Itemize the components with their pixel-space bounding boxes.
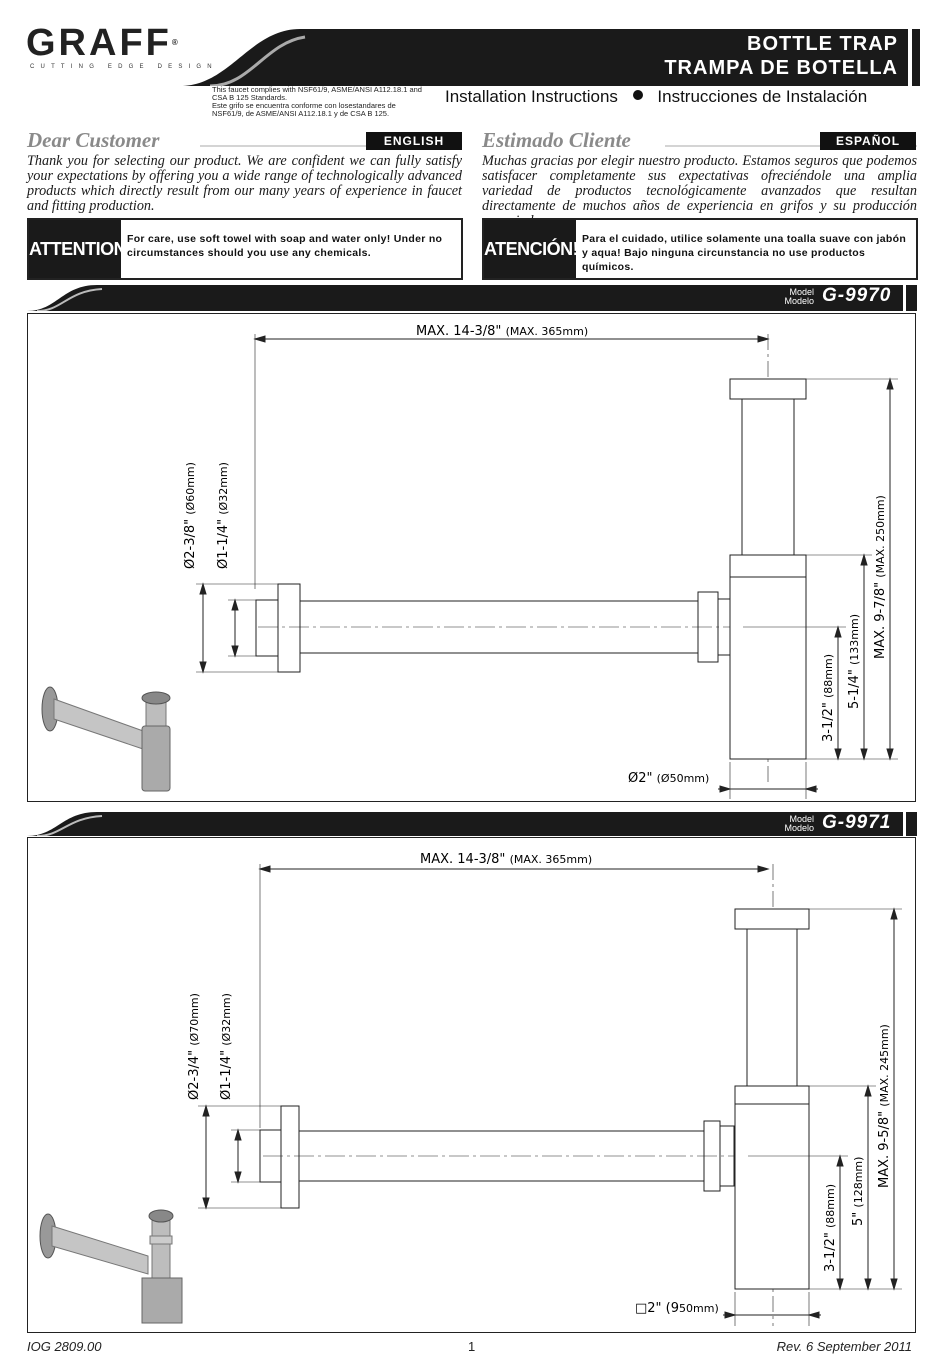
model-label-2 xyxy=(770,815,814,833)
dim-width: MAX. 14-3/8" (MAX. 365mm) xyxy=(420,852,593,867)
english-attention-box xyxy=(27,218,463,280)
compliance-note xyxy=(212,86,427,118)
dim-outer-dia: Ø2-3/4" (Ø70mm) xyxy=(187,993,202,1100)
dim-inner-dia: Ø1-1/4" (Ø32mm) xyxy=(219,993,234,1100)
revision: Rev. 6 September 2011 xyxy=(776,1339,912,1354)
atencion-text: Para el cuidado, utilice solamente una toalla suave con jabón y aqua! Bajo ninguna circunstancia no use productos químicos. xyxy=(582,233,907,273)
install-es: Instrucciones de Instalación xyxy=(657,87,868,106)
english-heading: Dear Customer xyxy=(27,128,160,152)
dim-base: □2" (950mm) xyxy=(635,1301,719,1316)
dim-width: MAX. 14-3/8" (MAX. 365mm) xyxy=(416,324,589,339)
product-title-es: TRAMPA DE BOTELLA xyxy=(664,57,898,79)
model-label-es: Modelo xyxy=(784,823,814,833)
technical-drawing xyxy=(28,314,915,801)
drawing-g9971 xyxy=(27,837,916,1333)
technical-drawing xyxy=(28,838,915,1332)
product-title-en: BOTTLE TRAP xyxy=(747,33,898,55)
dim-outer-dia: Ø2-3/8" (Ø60mm) xyxy=(183,462,198,569)
dim-low: 3-1/2" (88mm) xyxy=(821,653,836,742)
brand-logo: GRAFF® xyxy=(26,22,178,64)
compliance-es: Este grifo se encuentra conforme con losestandares de NSF61/9, de ASME/ANSI A112.18.1 y de CSA B 125. xyxy=(212,101,396,118)
english-body: Thank you for selecting our product. We are confident we can fully satisfy your expectations by offering you a wide range of technologically advanced products which directly result from our many years of experience in faucet and fitting production. xyxy=(27,153,462,214)
page-number: 1 xyxy=(468,1339,476,1354)
installation-heading xyxy=(445,87,867,107)
model-number-2: G-9971 xyxy=(822,812,892,833)
english-tab: ENGLISH xyxy=(366,132,462,150)
atencion-label: ATENCIÓN! xyxy=(484,220,576,278)
dim-height: MAX. 9-7/8" (MAX. 250mm) xyxy=(873,495,888,659)
product-photo-g9970 xyxy=(42,687,170,791)
model-label-es: Modelo xyxy=(784,296,814,306)
compliance-en: This faucet complies with NSF61/9, ASME/ANSI A112.18.1 and CSA B 125 Standards. xyxy=(212,85,422,102)
model-number-1: G-9970 xyxy=(822,285,892,306)
brand-tagline: CUTTING EDGE DESIGN xyxy=(30,64,218,70)
product-photo-g9971 xyxy=(40,1210,182,1323)
dim-base: Ø2" (Ø50mm) xyxy=(628,771,710,786)
doc-code: IOG 2809.00 xyxy=(27,1339,102,1354)
spanish-heading: Estimado Cliente xyxy=(482,128,631,152)
attention-label: ATTENTION! xyxy=(29,220,121,278)
dim-mid: 5-1/4" (133mm) xyxy=(847,613,862,709)
dim-low: 3-1/2" (88mm) xyxy=(823,1183,838,1272)
drawing-g9970 xyxy=(27,313,916,802)
spanish-attention-box xyxy=(482,218,918,280)
dim-mid: 5" (128mm) xyxy=(851,1156,866,1226)
dim-height: MAX. 9-5/8" (MAX. 245mm) xyxy=(877,1024,892,1188)
spanish-body: Muchas gracias por elegir nuestro producto. Estamos seguros que podemos satisfacer completamente sus expectativas ofreciéndole una amplia variedad de productos tecnológicamente avanzados que resultan directamente de muchos años de experiencia en grifos y su producción xyxy=(482,153,917,214)
model-label-en: Model xyxy=(789,287,814,297)
model-label-1 xyxy=(770,288,814,306)
dim-inner-dia: Ø1-1/4" (Ø32mm) xyxy=(216,462,231,569)
install-en: Installation Instructions xyxy=(445,87,618,106)
attention-text: For care, use soft towel with soap and water only! Under no circumstances should you use any chemicals. xyxy=(127,233,443,259)
bullet-icon xyxy=(633,90,643,100)
model-label-en: Model xyxy=(789,814,814,824)
spanish-tab: ESPAÑOL xyxy=(820,132,916,150)
